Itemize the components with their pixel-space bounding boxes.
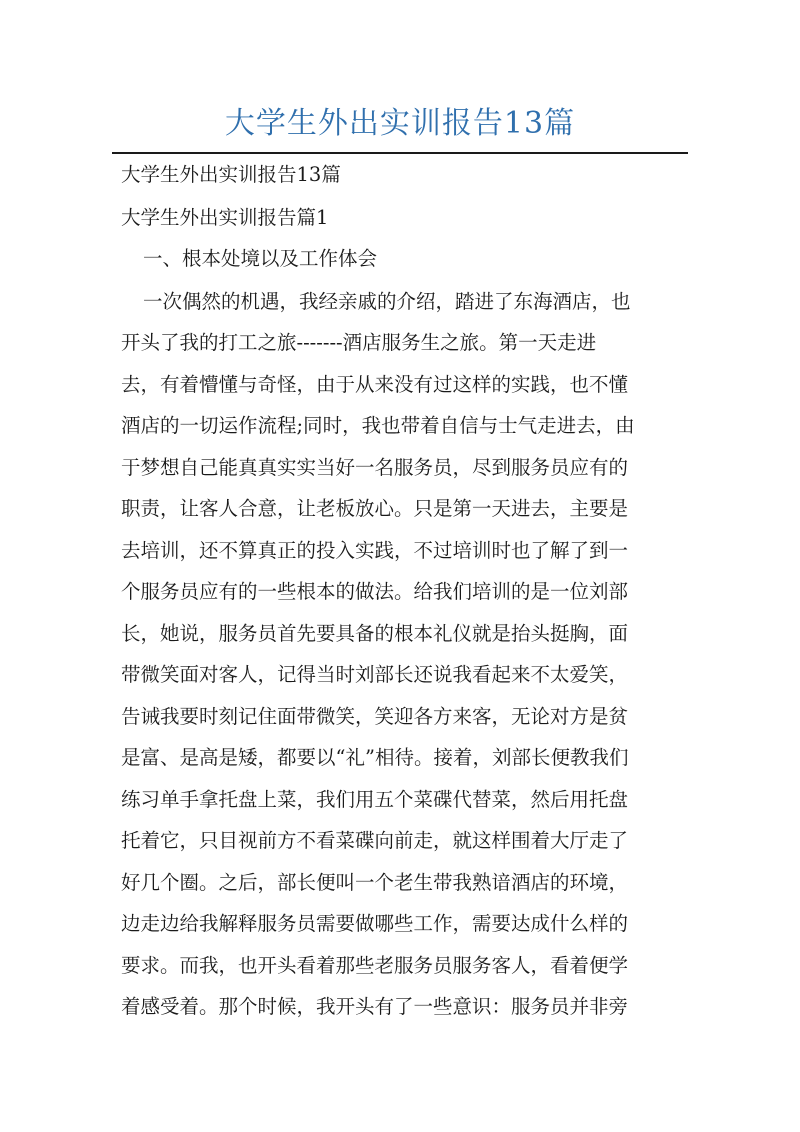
section-heading: 大学生外出实训报告篇1 <box>121 206 329 229</box>
body-line: 于梦想自己能真真实实当好一名服务员，尽到服务员应有的 <box>121 456 629 479</box>
body-line: 要求。而我，也开头看着那些老服务员服务客人，看着便学 <box>121 954 629 977</box>
body-line: 长，她说，服务员首先要具备的根本礼仪就是抬头挺胸，面 <box>121 622 629 645</box>
body-line: 去培训，还不算真正的投入实践，不过培训时也了解了到一 <box>121 539 629 562</box>
subtitle-line: 大学生外出实训报告13篇 <box>121 163 341 186</box>
body-line: 带微笑面对客人，记得当时刘部长还说我看起来不太爱笑， <box>121 663 629 686</box>
subsection-heading: 一、根本处境以及工作体会 <box>143 247 378 270</box>
body-line: 是富、是高是矮，都要以“礼”相待。接着，刘部长便教我们 <box>121 746 629 769</box>
body-line: 着感受着。那个时候，我开头有了一些意识：服务员并非旁 <box>121 995 629 1018</box>
body-line: 一次偶然的机遇，我经亲戚的介绍，踏进了东海酒店，也 <box>143 290 631 313</box>
body-line: 好几个圈。之后，部长便叫一个老生带我熟谙酒店的环境， <box>121 871 629 894</box>
body-line: 去，有着懵懂与奇怪，由于从来没有过这样的实践，也不懂 <box>121 373 629 396</box>
body-line: 酒店的一切运作流程;同时，我也带着自信与士气走进去，由 <box>121 414 635 437</box>
body-line: 职责，让客人合意，让老板放心。只是第一天进去，主要是 <box>121 497 629 520</box>
document-title: 大学生外出实训报告13篇 <box>224 106 576 141</box>
body-line: 练习单手拿托盘上菜，我们用五个菜碟代替菜，然后用托盘 <box>121 788 629 811</box>
body-line: 告诫我要时刻记住面带微笑，笑迎各方来客，无论对方是贫 <box>121 705 629 728</box>
title-divider <box>112 152 688 154</box>
body-line: 开头了我的打工之旅-------酒店服务生之旅。第一天走进 <box>121 331 597 354</box>
body-line: 个服务员应有的一些根本的做法。给我们培训的是一位刘部 <box>121 580 629 603</box>
body-line: 边走边给我解释服务员需要做哪些工作，需要达成什么样的 <box>121 912 629 935</box>
body-line: 托着它，只目视前方不看菜碟向前走，就这样围着大厅走了 <box>121 829 629 852</box>
